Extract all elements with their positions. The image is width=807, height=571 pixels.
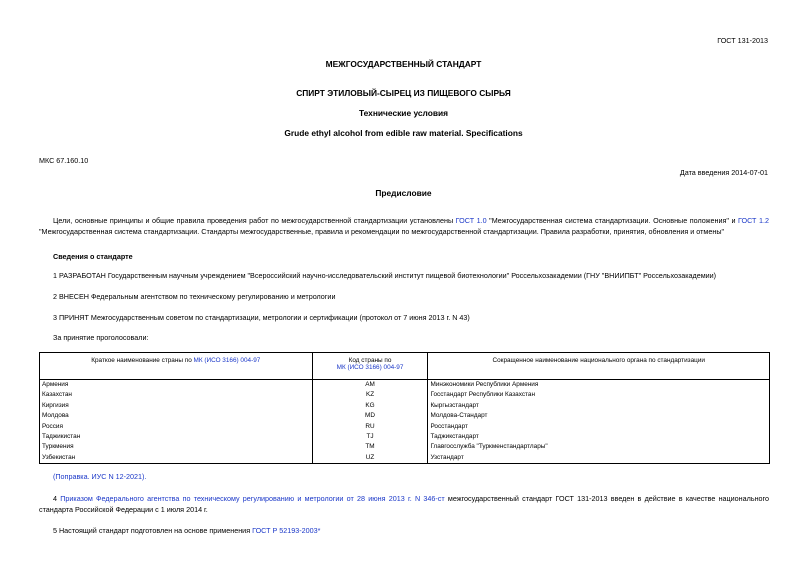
order-link[interactable]: Приказом Федерального агентства по техническому регулированию и метрологии от 28 июня 2013 г. N 346-ст — [60, 494, 445, 503]
item-5-text: 5 Настоящий стандарт подготовлен на основе применения — [53, 526, 253, 535]
country-cell: Молдова — [40, 411, 313, 421]
header-code — [312, 353, 428, 380]
country-cell: Узбекистан — [40, 453, 313, 464]
foreword-text-a: Цели, основные принципы и общие правила проведения работ по межгосударственной стандартизации установлены — [53, 216, 456, 225]
code-cell: RU — [312, 422, 428, 432]
foreword-text-b: "Межгосударственная система стандартизации. Основные положения" и — [486, 216, 739, 225]
document-id: ГОСТ 131-2013 — [717, 36, 768, 45]
item-4-number: 4 — [53, 494, 61, 503]
header-country-text: Краткое наименование страны по — [91, 357, 194, 364]
country-cell: Казахстан — [40, 390, 313, 400]
code-cell: TM — [312, 442, 428, 452]
amendment-note — [39, 472, 769, 483]
body-cell: Узстандарт — [428, 453, 770, 464]
table-header-row — [40, 353, 770, 380]
amendment-link[interactable]: (Поправка. ИУС N 12-2021). — [53, 472, 147, 481]
table-row — [40, 422, 770, 432]
voting-states-table — [39, 352, 770, 464]
info-title: Сведения о стандарте — [53, 252, 133, 261]
code-cell: KZ — [312, 390, 428, 400]
header-body: Сокращенное наименование национального органа по стандартизации — [428, 353, 770, 380]
country-cell: Россия — [40, 422, 313, 432]
intro-date: Дата введения 2014-07-01 — [679, 168, 768, 177]
gost-1-2-link[interactable]: ГОСТ 1.2 — [738, 216, 769, 225]
body-cell: Росстандарт — [428, 422, 770, 432]
body-cell: Главгосслужба "Туркменстандартлары" — [428, 442, 770, 452]
code-cell: MD — [312, 411, 428, 421]
country-cell: Киргизия — [40, 401, 313, 411]
header-code-text: Код страны по — [348, 357, 392, 364]
item-1: 1 РАЗРАБОТАН Государственным научным учреждением "Всероссийский научно-исследовательский институт пищевой биотехнологии" Россельхозакадемии (ГНУ "ВНИИПБТ" Россельхозакадемии) — [53, 271, 717, 280]
header-country — [40, 353, 313, 380]
item-4-text: межгосударственный стандарт ГОСТ 131-2013 введен в действие в качестве национального стандарта Российской Федерации с 1 июля 2014 г. — [39, 494, 769, 514]
foreword-title: Предисловие — [375, 188, 432, 198]
body-cell: Госстандарт Республики Казахстан — [428, 390, 770, 400]
code-cell: UZ — [312, 453, 428, 464]
code-cell: AM — [312, 380, 428, 391]
document-subtitle: Технические условия — [358, 108, 449, 118]
header-title: МЕЖГОСУДАРСТВЕННЫЙ СТАНДАРТ — [325, 59, 482, 69]
body-cell: Минэкономики Республики Армения — [428, 380, 770, 391]
item-3: 3 ПРИНЯТ Межгосударственным советом по стандартизации, метрологии и сертификации (протокол от 7 июня 2013 г. N 43) — [53, 313, 470, 322]
table-row — [40, 380, 770, 391]
foreword-text-c: "Межгосударственная система стандартизации. Стандарты межгосударственные, правила и рекомендации по межгосударственной стандартизации. Правила разработки, принятия, обновления и отмены" — [39, 226, 725, 236]
code-cell: KG — [312, 401, 428, 411]
mk-iso-link-1[interactable]: МК (ИСО 3166) 004-97 — [193, 357, 261, 364]
foreword-paragraph — [39, 216, 769, 237]
body-cell: Таджикстандарт — [428, 432, 770, 442]
item-4 — [39, 494, 769, 515]
country-cell: Таджикистан — [40, 432, 313, 442]
table-row — [40, 453, 770, 464]
table-row — [40, 390, 770, 400]
body-cell: Молдова-Стандарт — [428, 411, 770, 421]
item-5 — [39, 526, 769, 537]
table-row — [40, 432, 770, 442]
code-cell: TJ — [312, 432, 428, 442]
item-2: 2 ВНЕСЕН Федеральным агентством по техническому регулированию и метрологии — [53, 292, 336, 301]
gost-r-52193-link[interactable]: ГОСТ Р 52193-2003 — [252, 526, 318, 535]
gost-1-0-link[interactable]: ГОСТ 1.0 — [455, 216, 487, 225]
mks-code: МКС 67.160.10 — [39, 156, 89, 165]
country-cell: Туркмения — [40, 442, 313, 452]
table-row — [40, 442, 770, 452]
footnote-marker[interactable]: * — [317, 526, 321, 535]
table-row — [40, 401, 770, 411]
document-title: СПИРТ ЭТИЛОВЫЙ-СЫРЕЦ ИЗ ПИЩЕВОГО СЫРЬЯ — [296, 88, 511, 98]
mk-iso-link-2[interactable]: МК (ИСО 3166) 004-97 — [336, 364, 404, 371]
table-row — [40, 411, 770, 421]
voted-label: За принятие проголосовали: — [53, 333, 149, 342]
country-cell: Армения — [40, 380, 313, 391]
document-title-en: Grude ethyl alcohol from edible raw material. Specifications — [284, 128, 523, 138]
body-cell: Кыргызстандарт — [428, 401, 770, 411]
